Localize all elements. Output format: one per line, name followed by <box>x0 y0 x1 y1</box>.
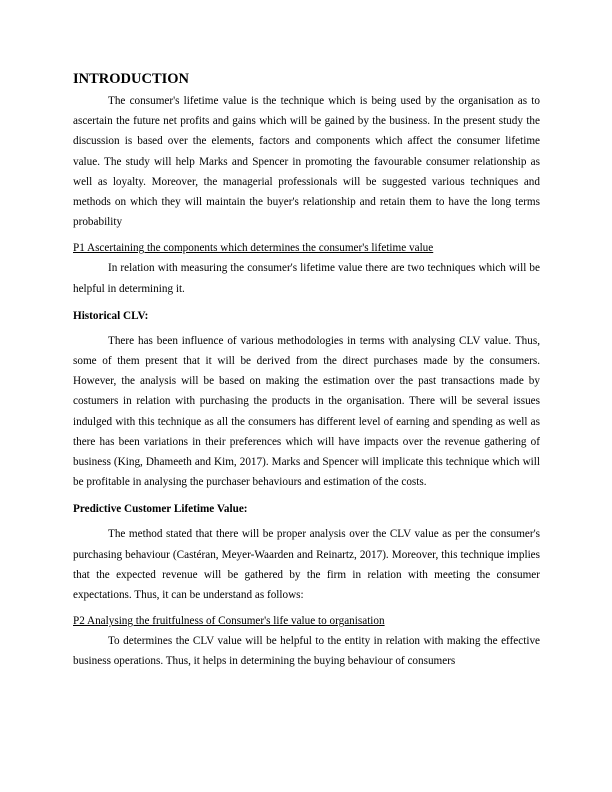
p1-heading: P1 Ascertaining the components which determines the consumer's lifetime value <box>73 242 434 255</box>
historical-clv-heading: Historical CLV: <box>73 309 149 322</box>
p2-paragraph: To determines the CLV value will be helpful to the entity in relation with making the effective business operations. Thus, it helps in determining the buying behaviour of consumers <box>73 635 540 668</box>
document-body <box>73 70 540 672</box>
p2-heading: P2 Analysing the fruitfulness of Consumer's life value to organisation <box>73 615 385 628</box>
predictive-clv-paragraph: The method stated that there will be proper analysis over the CLV value as per the consumer's purchasing behaviour (Castéran, Meyer-Waarden and Reinartz, 2017). Moreover, this technique implies that the expected revenue will be gathered by the firm in relation with meeting the consumer expectations. Thus, it can be understand as follows: <box>73 528 540 602</box>
historical-clv-paragraph: There has been influence of various methodologies in terms with analysing CLV value. Thus, some of them present that it will be derived from the direct purchases made by the consumers. However, the analysis will be based on making the estimation over the past transactions made by costumers in relation with purchasing the products in the organisation. There will be several issues indulged with this technique as all the consumers has different level of earning and spending as well as there has been variations in their preferences which will have impacts over the revenue gathering of business (King, Dhameeth and Kim, 2017). Marks and Spencer will implicate this technique which will be profitable in analysing the purchaser behaviours and estimation of the costs. <box>73 334 540 489</box>
introduction-heading: INTRODUCTION <box>73 71 190 87</box>
predictive-clv-heading: Predictive Customer Lifetime Value: <box>73 503 248 516</box>
introduction-paragraph: The consumer's lifetime value is the technique which is being used by the organisation as to ascertain the future net profits and gains which will be gained by the business. In the present study the discussion is based over the elements, factors and components which affect the consumer lifetime value. The study will help Marks and Spencer in promoting the favourable consumer relationship as well as loyalty. Moreover, the managerial professionals will be suggested various techniques and methods on which they will maintain the buyer's relationship and retain them to have the long terms probability <box>73 95 540 229</box>
p1-paragraph: In relation with measuring the consumer's lifetime value there are two techniques which will be helpful in determining it. <box>73 262 540 295</box>
